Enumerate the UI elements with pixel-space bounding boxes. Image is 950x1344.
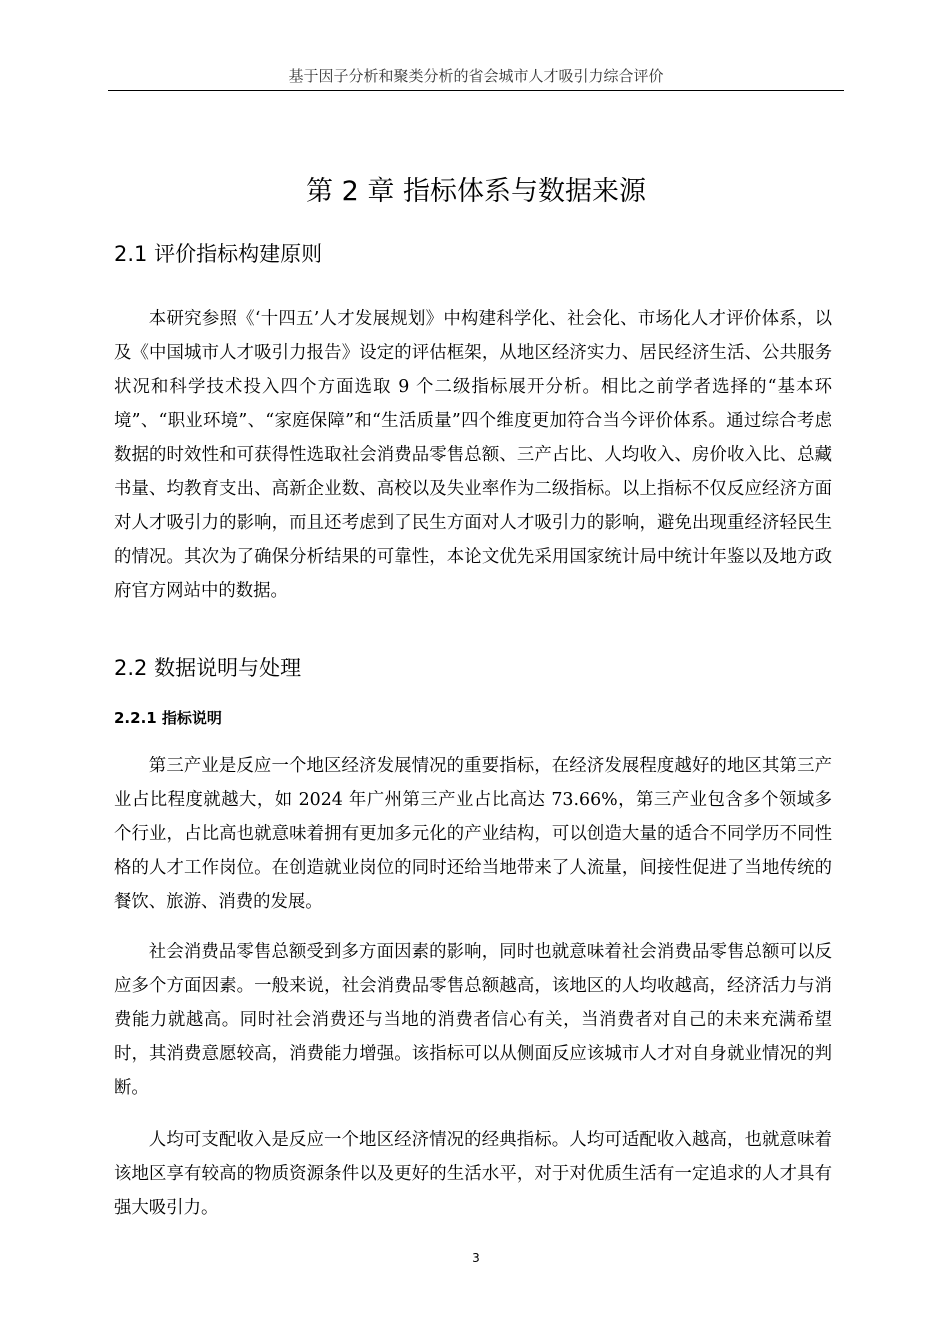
subsection-title-2-2-1: 2.2.1 指标说明 <box>114 709 222 727</box>
chapter-title: 第 2 章 指标体系与数据来源 <box>306 176 646 207</box>
header-rule <box>108 90 844 91</box>
page-number: 3 <box>472 1251 480 1265</box>
section-title-2-1: 2.1 评价指标构建原则 <box>114 242 323 266</box>
body-paragraph: 第三产业是反应一个地区经济发展情况的重要指标，在经济发展程度越好的地区其第三产业占比程度就越大，如 2024 年广州第三产业占比高达 73.66%，第三产业包含多个领域多个行业，占比高也就意味着拥有更加多元化的产业结构，可以创造大量的适合不同学历不同性格的人才工作岗位。在创造就业岗位的同时还给当地带来了人流量，间接性促进了当地传统的餐饮、旅游、消费的发展。 <box>114 756 832 912</box>
body-paragraph: 人均可支配收入是反应一个地区经济情况的经典指标。人均可适配收入越高，也就意味着该地区享有较高的物质资源条件以及更好的生活水平，对于对优质生活有一定追求的人才具有强大吸引力。 <box>114 1130 832 1218</box>
section-title-2-2: 2.2 数据说明与处理 <box>114 656 302 680</box>
running-header: 基于因子分析和聚类分析的省会城市人才吸引力综合评价 <box>288 67 664 85</box>
body-paragraph: 社会消费品零售总额受到多方面因素的影响，同时也就意味着社会消费品零售总额可以反应多个方面因素。一般来说，社会消费品零售总额越高，该地区的人均收越高，经济活力与消费能力就越高。同时社会消费还与当地的消费者信心有关，当消费者对自己的未来充满希望时，其消费意愿较高，消费能力增强。该指标可以从侧面反应该城市人才对自身就业情况的判断。 <box>114 942 832 1098</box>
body-paragraph: 本研究参照《‘十四五’人才发展规划》中构建科学化、社会化、市场化人才评价体系，以及《中国城市人才吸引力报告》设定的评估框架，从地区经济实力、居民经济生活、公共服务状况和科学技术投入四个方面选取 9 个二级指标展开分析。相比之前学者选择的“基本环境”、“职业环境”、“家庭保障”和“生活质量”四个维度更加符合当今评价体系。通过综合考虑数据的时效性和可获得性选取社会消费品零售总额、三产占比、人均收入、房价收入比、总藏书量、均教育支出、高新企业数、高校以及失业率作为二级指标。以上指标不仅反应经济方面对人才吸引力的影响，而且还考虑到了民生方面对人才吸引力的影响，避免出现重经济轻民生的情况。其次为了确保分析结果的可靠性，本论文优先采用国家统计局中统计年鉴以及地方政府官方网站中的数据。 <box>114 309 832 601</box>
